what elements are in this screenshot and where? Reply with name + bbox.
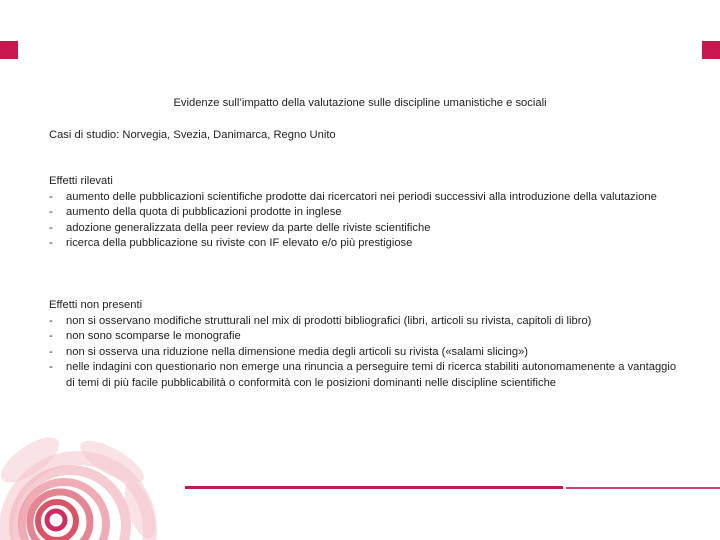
list-item-text: nelle indagini con questionario non emerge una rinuncia a perseguire temi di ricerca stabiliti autonomamenente a vantaggio di temi di più facile pubblicabilità o conformità con le posizioni dominanti nelle discipline scientifiche xyxy=(66,361,677,389)
bullet-dash: - xyxy=(49,345,53,358)
bullet-dash: - xyxy=(49,190,53,203)
observed-effects-list xyxy=(49,190,679,252)
bullet-dash: - xyxy=(49,221,53,234)
observed-effects-section xyxy=(49,174,679,252)
footer-divider-line xyxy=(185,486,563,489)
corner-marker-right xyxy=(702,41,720,59)
absent-effects-list xyxy=(49,314,679,392)
slide-title: Evidenze sull’impatto della valutazione sulle discipline umanistiche e sociali xyxy=(173,97,547,109)
spiral-flower-decoration xyxy=(0,400,175,540)
list-item xyxy=(49,329,679,345)
absent-effects-heading: Effetti non presenti xyxy=(49,299,143,311)
list-item-text: non si osservano modifiche strutturali nel mix di prodotti bibliografici (libri, articoli su rivista, capitoli di libro) xyxy=(66,314,592,327)
bullet-dash: - xyxy=(49,237,53,249)
footer-divider-line-thin xyxy=(566,487,720,489)
list-item xyxy=(49,190,679,206)
list-item-text: ricerca della pubblicazione su riviste con IF elevato e/o più prestigiose xyxy=(66,237,413,249)
list-item xyxy=(49,314,679,330)
bullet-dash: - xyxy=(49,314,53,327)
corner-marker-left xyxy=(0,41,18,59)
bullet-dash: - xyxy=(49,206,53,218)
list-item-text: aumento delle pubblicazioni scientifiche prodotte dai ricercatori nei periodi successivi alla introduzione della valutazione xyxy=(66,190,657,203)
list-item xyxy=(49,205,679,221)
list-item xyxy=(49,221,679,237)
list-item-text: aumento della quota di pubblicazioni prodotte in inglese xyxy=(66,206,342,218)
case-studies-line: Casi di studio: Norvegia, Svezia, Danimarca, Regno Unito xyxy=(49,129,336,141)
list-item xyxy=(49,236,679,252)
bullet-dash: - xyxy=(49,330,53,342)
list-item xyxy=(49,360,679,391)
observed-effects-heading: Effetti rilevati xyxy=(49,175,113,187)
list-item-text: adozione generalizzata della peer review da parte delle riviste scientifiche xyxy=(66,221,431,234)
bullet-dash: - xyxy=(49,361,53,373)
list-item-text: non sono scomparse le monografie xyxy=(66,330,241,342)
list-item-text: non si osserva una riduzione nella dimensione media degli articoli su rivista («salami slicing») xyxy=(66,345,529,358)
absent-effects-section xyxy=(49,298,679,391)
list-item xyxy=(49,345,679,361)
